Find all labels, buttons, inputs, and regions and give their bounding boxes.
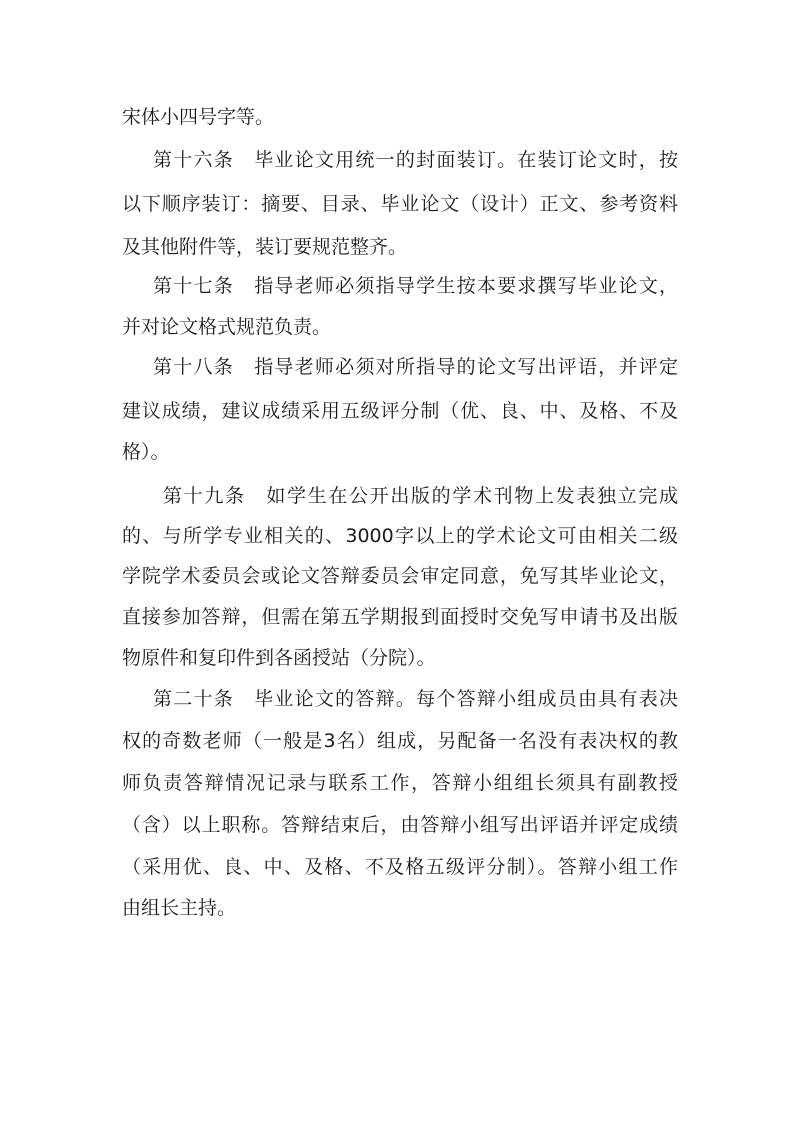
text-line: 学院学术委员会或论文答辩委员会审定同意，免写其毕业论文，: [122, 565, 678, 587]
text-line: 并对论文格式规范负责。: [122, 316, 332, 338]
text-line: 物原件和复印件到各函授站（分院）。: [122, 647, 436, 669]
text-line: 及其他附件等，装订要规范整齐。: [122, 236, 408, 258]
article-17-heading-line: 第十七条 指导老师必须指导学生按本要求撰写毕业论文，: [153, 275, 678, 297]
article-18-heading-line: 第十八条 指导老师必须对所指导的论文写出评语，并评定: [153, 356, 678, 378]
text-line: 宋体小四号字等。: [122, 106, 275, 128]
article-19-heading-line: 第十九条 如学生在公开出版的学术刊物上发表独立完成: [163, 485, 678, 507]
text-line: （采用优、良、中、及格、不及格五级评分制）。答辩小组工作: [122, 856, 678, 878]
article-16-heading-line: 第十六条 毕业论文用统一的封面装订。在装订论文时，按: [153, 149, 678, 171]
text-line: （含）以上职称。答辩结束后，由答辩小组写出评语并评定成绩: [122, 814, 678, 836]
article-20-heading-line: 第二十条 毕业论文的答辩。每个答辩小组成员由具有表决: [153, 688, 678, 710]
text-line: 的、与所学专业相关的、3000字以上的学术论文可由相关二级: [122, 525, 678, 547]
text-line: 以下顺序装订：摘要、目录、毕业论文（设计）正文、参考资料: [122, 193, 678, 215]
text-line: 格）。: [122, 441, 170, 463]
text-line: 直接参加答辩，但需在第五学期报到面授时交免写申请书及出版: [122, 606, 678, 628]
text-line: 建议成绩，建议成绩采用五级评分制（优、良、中、及格、不及: [122, 400, 678, 422]
text-line: 师负责答辩情况记录与联系工作，答辩小组组长须具有副教授: [122, 772, 678, 794]
text-line: 权的奇数老师（一般是3名）组成，另配备一名没有表决权的教: [122, 730, 678, 752]
text-line: 由组长主持。: [122, 897, 237, 919]
